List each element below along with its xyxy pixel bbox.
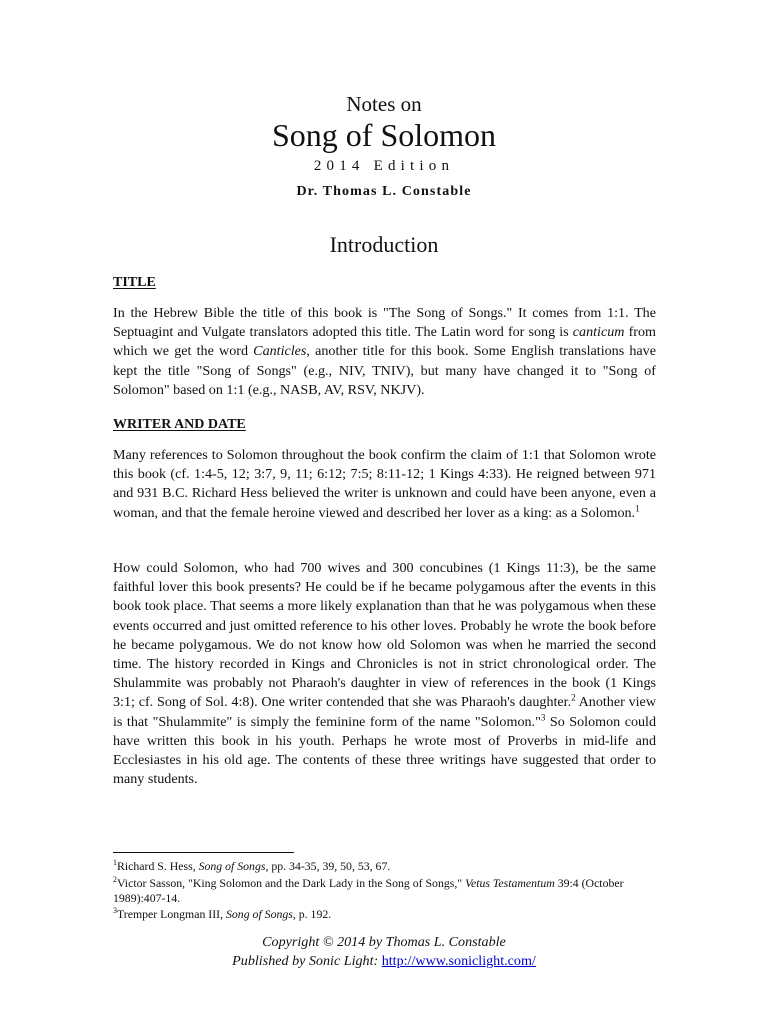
edition-label: 2014 Edition <box>313 158 455 174</box>
publisher-link[interactable]: http://www.soniclight.com/ <box>381 953 536 969</box>
footnote-2: $^2$Victor Sasson, "King Solomon and the Dark Lady in the Song of Songs," Vetus Testamentum 39:4 (October 1989):407-14. <box>113 875 624 905</box>
footnote-divider <box>113 852 294 853</box>
paragraph-title: In the Hebrew Bible the title of this book is "The Song of Songs." It comes from 1:1. The Septuagint and Vulgate translators adopted this title. The Latin word for song is canticum from which we get the word Canticles, another title for this book. Some English translations have kept the title "Song of Songs" (e.g., NIV, TNIV), but many have changed it to "Song of Solomon" based on 1:1 (e.g., NASB, AV, RSV, NKJV). <box>113 305 656 398</box>
copyright-notice: Copyright © 2014 by Thomas L. Constable <box>262 934 506 950</box>
paragraph-writer-2: How could Solomon, who had 700 wives and 300 concubines (1 Kings 11:3), be the same faithful lover this book presents? He could be if he became polygamous after the events in this book took place. That seems a more likely explanation than that he was polygamous when these events occurred and just omitted reference to his other loves. Probably he wrote the book before he became polygamous. We do not know how old Solomon was when he married the second time. The history recorded in Kings and Chronicles is not in strict chronological order. The Shulammite was probably not Pharaoh's daughter in view of references in the book (1 Kings 3:1; cf. Song of Sol. 4:8). One writer contended that she was Pharaoh's daughter.$^2$ Another view is that "Shulammite" is simply the feminine form of the name "Solomon."$^3$ So Solomon could have written this book in his youth. Perhaps he wrote most of Proverbs in mid-life and Ecclesiastes in his old age. The contents of these three writings have suggested that order to many students. <box>113 560 657 788</box>
publisher-label: Published by Sonic Light: <box>232 953 382 969</box>
paragraph-writer-1: Many references to Solomon throughout the book confirm the claim of 1:1 that Solomon wrote this book (cf. 1:4-5, 12; 3:7, 9, 11; 6:12; 7:5; 8:11-12; 1 Kings 4:33). He reigned between 971 and 931 B.C. Richard Hess believed the writer is unknown and could have been anyone, even a woman, and that the female heroine viewed and described her lover as a king: as a Solomon.$^1$ <box>113 447 656 521</box>
footnote-ref-1[interactable]: 1 <box>635 502 640 513</box>
footnote-3: $^3$Tremper Longman III, Song of Songs, p. 192. <box>113 906 332 921</box>
footnote-ref-2[interactable]: 2 <box>571 692 576 703</box>
book-title: Song of Solomon <box>271 117 497 153</box>
publisher-line <box>0 953 768 970</box>
heading-title: TITLE <box>113 275 156 290</box>
notes-on-label: Notes on <box>346 92 422 116</box>
heading-writer-and-date: WRITER AND DATE <box>113 417 246 432</box>
author-name: Dr. Thomas L. Constable <box>296 184 472 199</box>
footnote-1: $^1$Richard S. Hess, Song of Songs, pp. 34-35, 39, 50, 53, 67. <box>113 858 391 873</box>
section-title: Introduction <box>329 232 439 257</box>
footnote-ref-3[interactable]: 3 <box>540 711 546 722</box>
